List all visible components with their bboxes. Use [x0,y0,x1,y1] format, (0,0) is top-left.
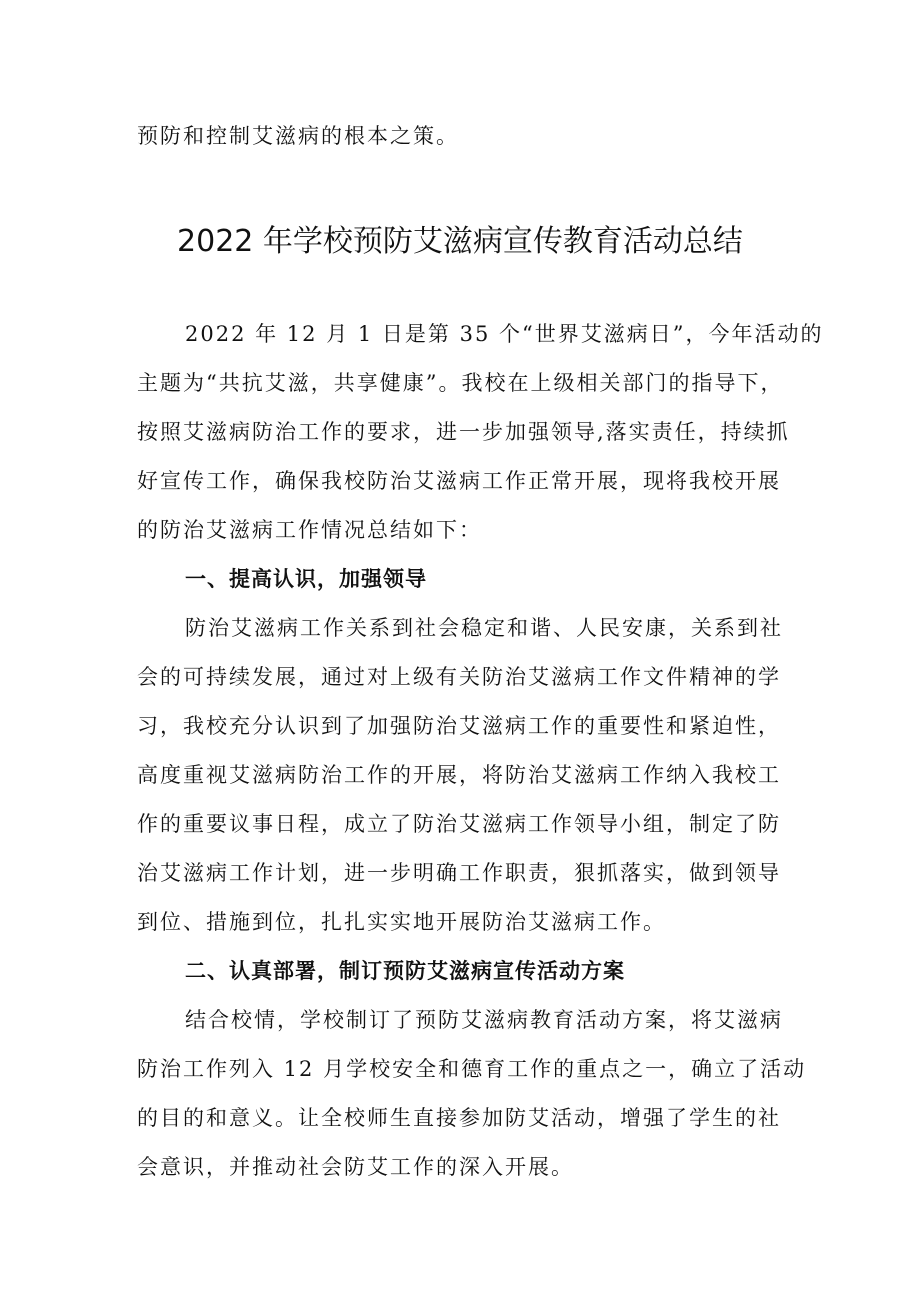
section-heading-2: 二、认真部署，制订预防艾滋病宣传活动方案 [185,959,625,983]
paragraph-line: 作的重要议事日程，成立了防治艾滋病工作领导小组，制定了防 [137,812,781,836]
paragraph-line: 防治工作列入 12 月学校安全和德育工作的重点之一，确立了活动 [137,1057,807,1081]
paragraph-line: 防治艾滋病工作关系到社会稳定和谐、人民安康，关系到社 [185,616,783,640]
paragraph-line: 高度重视艾滋病防治工作的开展，将防治艾滋病工作纳入我校工 [137,763,781,787]
paragraph-line: 治艾滋病工作计划，进一步明确工作职责，狠抓落实，做到领导 [137,861,781,885]
paragraph-line: 按照艾滋病防治工作的要求，进一步加强领导,落实责任，持续抓 [137,420,790,444]
paragraph-line: 的防治艾滋病工作情况总结如下： [137,518,482,542]
section-heading-1: 一、提高认识，加强领导 [185,567,427,591]
paragraph-line: 好宣传工作，确保我校防治艾滋病工作正常开展，现将我校开展 [137,469,781,493]
paragraph-line: 2022 年 12 月 1 日是第 35 个“世界艾滋病日”，今年活动的 [185,322,824,346]
paragraph-line: 习，我校充分认识到了加强防治艾滋病工作的重要性和紧迫性， [137,714,781,738]
paragraph-line: 会意识，并推动社会防艾工作的深入开展。 [137,1155,574,1179]
paragraph-line: 的目的和意义。让全校师生直接参加防艾活动，增强了学生的社 [137,1106,781,1130]
intro-tail-text: 预防和控制艾滋病的根本之策。 [137,124,459,148]
paragraph-line: 主题为“共抗艾滋，共享健康”。我校在上级相关部门的指导下， [137,371,784,395]
document-title: 2022 年学校预防艾滋病宣传教育活动总结 [177,224,743,259]
paragraph-line: 结合校情，学校制订了预防艾滋病教育活动方案，将艾滋病 [185,1008,783,1032]
paragraph-line: 到位、措施到位，扎扎实实地开展防治艾滋病工作。 [137,910,666,934]
paragraph-line: 会的可持续发展，通过对上级有关防治艾滋病工作文件精神的学 [137,665,781,689]
